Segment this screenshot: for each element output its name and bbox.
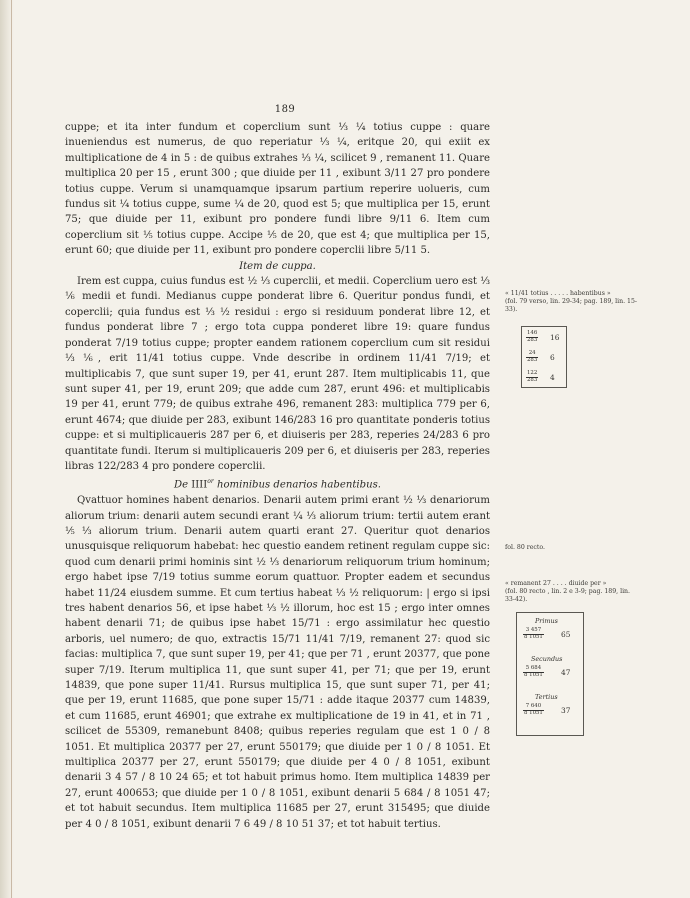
heading-prefix: De <box>174 479 189 491</box>
heading-de-hominibus <box>65 474 490 493</box>
margin-note-3-source: (fol. 80 recto , lin. 2 e 3-9; pag. 189, lin. 33-42). <box>505 588 631 603</box>
box1-num: 24 <box>526 351 538 358</box>
box2-whole: 65 <box>561 630 571 639</box>
box1-row <box>522 351 566 363</box>
paragraph-cuppe: cuppe; et ita inter fundum et coperclium sunt ⅓ ¼ totius cuppe : quare inueniendus est numerus, de quo reperiatur ⅓ ¼, eritque 20, qui exiit ex multiplicatione de 4 in 5 : de quibus extrahes ⅓ ¼, scilicet 9 , remanent 11. Quare multiplica 20 per 15 , erunt 300 ; que diuide per 11 , exibunt 3/11 27 pro pondere totius cuppe. Verum si unamquamque ipsarum partium reperire uolueris, cum fundus sit ¼ totius cuppe, sume ¼ de 20, quod est 5; que multiplica per 15, erunt 75; que diuide per 11, exibunt pro pondere fundi libre 9/11 6. Item cum coperclium sit ⅕ totius cuppe. Accipe ⅕ de 20, que est 4; que multiplica per 15, erunt 60; que diuide per 11, exibunt pro pondere coperclii libre 5/11 5. <box>65 122 490 257</box>
box1-row <box>522 331 566 343</box>
margin-note-3-ref: « remanent 27 . . . . diuide per » <box>505 580 607 587</box>
heading-rest: hominibus denarios habentibus. <box>216 479 381 491</box>
margin-note-1-source: (fol. 79 verso, lin. 29-34; pag. 189, lin. 15-33). <box>505 298 638 313</box>
box1-whole: 6 <box>550 353 555 362</box>
box2-label: Tertius <box>535 693 558 701</box>
margin-note-1-ref: « 11/41 totius . . . . . habentibus » <box>505 290 611 297</box>
main-text <box>65 120 490 832</box>
box1-num: 146 <box>527 330 538 336</box>
box2-whole: 47 <box>561 668 571 677</box>
heading-item-de-cuppa: Item de cuppa. <box>239 260 316 272</box>
box2-den: 8 1051 <box>524 633 543 640</box>
paragraph-cuppa: Irem est cuppa, cuius fundus est ½ ⅓ cuperclii, et medii. Coperclium uero est ⅓ ⅙ medii et fundi. Medianus cuppe ponderat libre 6. Queritur pondus fundi, et coperclii; quia fundus est ⅓ ½ residui : ergo si residuum ponderat libre 12, et fundus ponderat libre 7 ; ergo tota cuppa ponderet libre 19: quare fundus ponderat 7/19 totius cuppe; propter eandem rationem coperclium cum sit residui ⅓ ⅙, erit 11/41 totius cuppe. Vnde describe in ordinem 11/41 7/19; et multiplicabis 7, que sunt super 19, per 41, erunt 287. Item multiplicabis 11, que sunt super 41, per 19, erunt 209; que adde cum 287, erunt 496: et multiplicabis 19 per 41, erunt 779; de quibus extrahe 496, remanent 283: multiplica 779 per 6, erunt 4674; que diuide per 283, exibunt 146/283 16 pro quantitate ponderis totius cuppe: et si multiplicaueris 287 per 6, et diuiseris per 283, reperies 24/283 6 pro quantitate fundi. Iterum si multiplicaueris 209 per 6, et diuiseris per 283, reperies libras 122/283 4 pro pondere coperclii. <box>65 276 490 472</box>
margin-box-2 <box>516 612 584 736</box>
box2-whole: 37 <box>561 706 571 715</box>
box2-num: 3 457 <box>523 628 544 635</box>
binding-line <box>11 0 12 898</box>
heading-superscript: or <box>207 478 214 486</box>
page-number: 189 <box>274 104 296 115</box>
box2-den: 8 1051 <box>524 671 543 678</box>
paragraph-homines: Qvattuor homines habent denarios. Denarii autem primi erant ½ ⅓ denariorum aliorum trium: denarii autem secundi erant ¼ ⅓ aliorum trium: tertii autem erant ⅕ ⅓ aliorum trium. Denarii autem quarti erant 27. Queritur quot denarios unusquisque reliquorum habebat: hec questio eandem retinent regulam cuppe sic: quod cum denarii primi hominis sint ½ ⅓ denariorum reliquorum trium hominum; ergo habet ipse 7/19 totius summe eorum quattuor. Propter eadem et secundus habet 11/24 eiusdem summe. Et cum tertius habeat ⅓ ½ reliquorum: | ergo si ipsi tres habent denarios 56, et ipse habet ⅓ ½ illorum, hoc est 15 ; ergo inter omnes habent denarii 71; de quibus ipse habet 15/71 : ergo assimilatur hec questio arboris, uel numero; de quo, extractis 15/71 11/41 7/19, remanent 27: quod sic facias: multiplica 7, que sunt super 19, per 41; que per 71 , erunt 20377, que pone super 7/19. Iterum multiplica 11, que sunt super 41, per 71; que per 19, erunt 14839, que pone super 11/41. Rursus multiplica 15, que sunt super 71, per 41; que per 19, erunt 11685, que pone super 15/71 : adde itaque 20377 cum 14839, et cum 11685, erunt 46901; que extrahe ex multiplicatione de 19 in 41, et in 71 , scilicet de 55309, remanebunt 8408; quibus reperies regulam que est 1 0 / 8 1051. Et multiplica 20377 per 27, erunt 550179; que diuide per 1 0 / 8 1051. Et multiplica 20377 per 27, erunt 550179; que diuide per 4 0 / 8 1051, exibunt denarii 3 4 57 / 8 10 24 65; et tot habuit primus homo. Item multiplica 14839 per 27, erunt 400653; que diuide per 1 0 / 8 1051, exibunt denarii 5 684 / 8 1051 47; et tot habuit secundus. Item multiplica 11685 per 27, erunt 315495; que diuide per 4 0 / 8 1051, exibunt denarii 7 6 49 / 8 10 51 37; et tot habuit tertius. <box>65 495 490 830</box>
margin-box-1 <box>521 326 567 388</box>
box1-whole: 4 <box>550 373 555 382</box>
box2-label: Secundus <box>531 655 563 663</box>
box1-den: 283 <box>527 356 538 363</box>
box2-den: 8 1051 <box>524 709 543 716</box>
margin-note-1 <box>505 290 640 314</box>
box2-num: 5 684 <box>523 666 544 673</box>
box1-whole: 16 <box>550 333 560 342</box>
heading-numeral: IIII <box>191 479 208 491</box>
margin-note-3 <box>505 580 640 604</box>
box2-num: 7 640 <box>523 704 544 711</box>
box1-den: 283 <box>527 336 538 343</box>
box1-row <box>522 371 566 383</box>
box2-label: Primus <box>535 617 558 625</box>
box1-num: 122 <box>527 370 538 376</box>
box1-den: 283 <box>527 376 538 383</box>
margin-note-2: fol. 80 recto. <box>505 544 545 551</box>
